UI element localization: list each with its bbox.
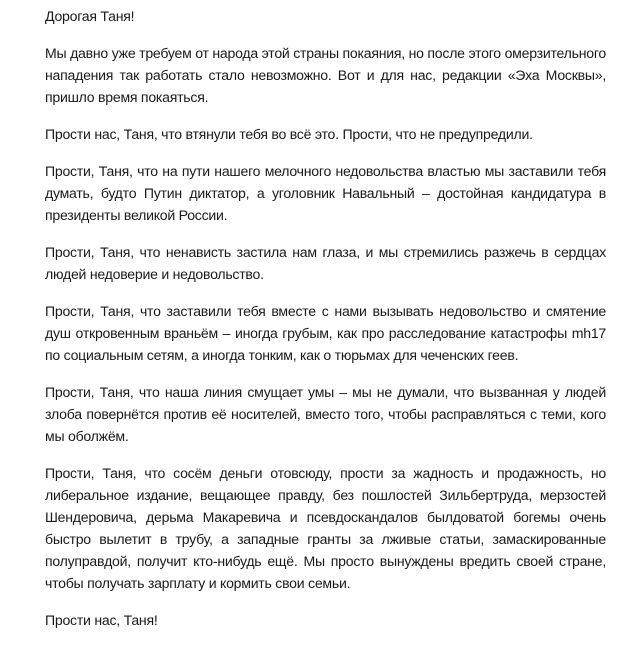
- letter-paragraph: Мы давно уже требуем от народа этой страны покаяния, но после этого омерзительного нападения так работать стало невозможно. Вот и для нас, редакции «Эха Москвы», пришло время покаяться.: [45, 45, 606, 105]
- letter-closing: Прости нас, Таня!: [45, 612, 158, 628]
- letter-paragraph: Прости, Таня, что наша линия смущает умы – мы не думали, что вызванная у людей злоба повернётся против её носителей, вместо того, чтобы расправляться с теми, кого мы оболжём.: [45, 384, 606, 444]
- letter-greeting: Дорогая Таня!: [45, 8, 135, 24]
- letter-paragraph: Прости, Таня, что ненависть застила нам глаза, и мы стремились разжечь в сердцах людей недоверие и недовольство.: [45, 244, 606, 282]
- letter-paragraph: Прости, Таня, что заставили тебя вместе с нами вызывать недовольство и смятение душ откровенным враньём – иногда грубым, как про расследование катастрофы mh17 по социальным сетям, а иногда тонким, как о тюрьмах для чеченских геев.: [45, 303, 606, 363]
- letter-document: [45, 5, 606, 646]
- letter-paragraph: Прости, Таня, что на пути нашего мелочного недовольства властью мы заставили тебя думать, будто Путин диктатор, а уголовник Навальный – достойная кандидатура в президенты великой России.: [45, 163, 606, 223]
- letter-paragraph: Прости нас, Таня, что втянули тебя во всё это. Прости, что не предупредили.: [45, 126, 533, 142]
- letter-paragraph: Прости, Таня, что сосём деньги отовсюду, прости за жадность и продажность, но либеральное издание, вещающее правду, без пошлостей Зильбертруда, мерзостей Шендеровича, дерьма Макаревича и псевдоскандалов былдоватой богемы очень быстро вылетит в трубу, а западные гранты за лживые статьи, замаскированные полуправдой, получит кто-нибудь ещё. Мы просто вынуждены вредить своей стране, чтобы получать зарплату и кормить свои семьи.: [45, 465, 606, 591]
